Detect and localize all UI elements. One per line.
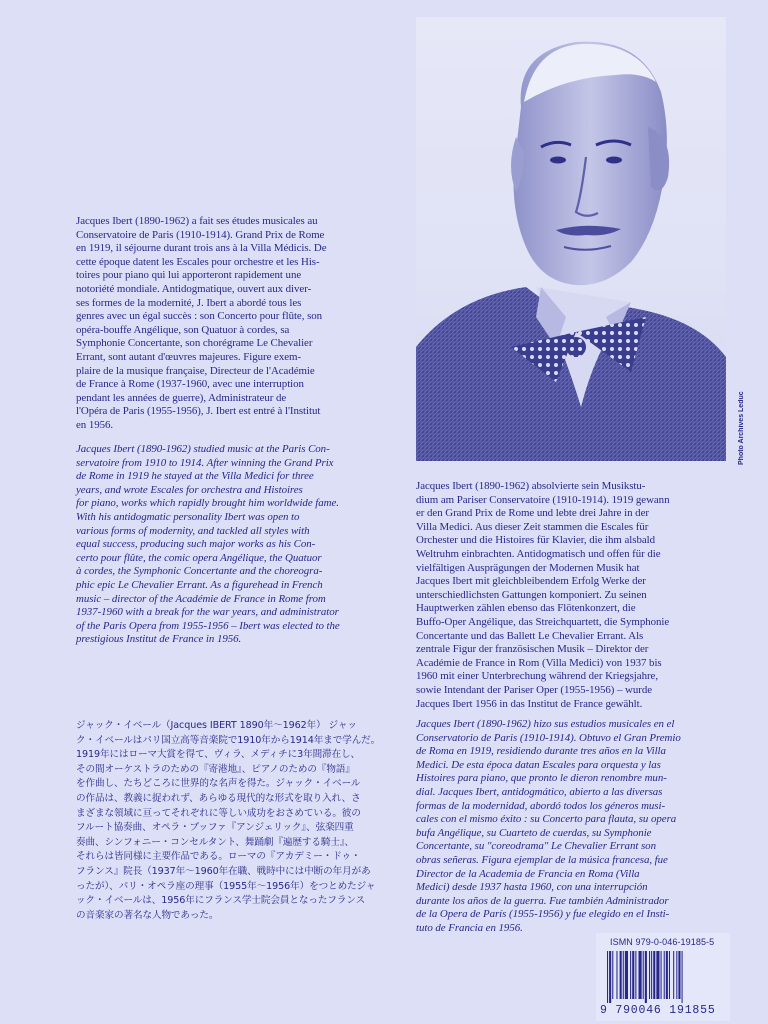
barcode-bar xyxy=(620,951,622,999)
barcode-bar xyxy=(664,951,665,999)
fr-line: pendant les années de guerre), Administrateur de xyxy=(76,391,287,404)
en-line: various forms of modernity, and tackled all styles with xyxy=(76,524,310,537)
jp-line: ったが）、パリ・オペラ座の理事（1955年〜1956年）をつとめたジャ xyxy=(76,880,376,892)
de-line: Villa Medici. Aus dieser Zeit stammen die Escales für xyxy=(416,520,649,533)
es-line: bufa Angélique, su Cuarteto de cuerdas, su Symphonie xyxy=(416,826,652,839)
jp-line: ック・イベールは、1956年にフランス学士院会員となったフランス xyxy=(76,895,366,907)
de-line: vielfältigen Ausprägungen der Modernen Musik hat xyxy=(416,561,640,574)
en-line: 1937-1960 with a break for the war years, and administrator xyxy=(76,606,339,619)
barcode-bar xyxy=(639,951,642,999)
barcode-bar xyxy=(666,951,668,999)
barcode-bar xyxy=(649,951,650,999)
spanish-biography xyxy=(416,718,722,936)
photo-credit: Photo Archives Leduc xyxy=(738,391,745,465)
barcode-bar xyxy=(661,951,662,999)
es-line: Medici. De esta época datan Escales para orquesta y las xyxy=(416,758,661,771)
en-line: music – director of the Académie de France in Rome from xyxy=(76,592,326,605)
de-line: Concertante und das Ballett Le Chevalier Errant. Als xyxy=(416,629,644,642)
fr-line: plaire de la musique française, Directeur de l'Académie xyxy=(76,364,315,377)
es-line: cales con el mismo éxito : su Concerto para flauta, su opera xyxy=(416,813,677,826)
barcode-bar xyxy=(678,951,680,999)
english-biography xyxy=(76,443,378,647)
fr-line: notoriété mondiale. Antidogmatique, ouvert aux diver- xyxy=(76,282,312,295)
es-line: dial. Jacques Ibert, antidogmático, abierto a las diversas xyxy=(416,785,663,798)
es-line: formas de la modernidad, abordó todos los géneros musi- xyxy=(416,799,666,812)
barcode-bar xyxy=(653,951,655,999)
es-line: obras señeras. Figura ejemplar de la música francesa, fue xyxy=(416,853,668,866)
en-line: for piano, works which rapidly brought him worldwide fame. xyxy=(76,497,339,510)
barcode-bar xyxy=(673,951,674,999)
fr-line: en 1919, il séjourne durant trois ans à la Villa Médicis. De xyxy=(76,242,327,255)
fr-line: toires pour piano qui lui apporteront rapidement une xyxy=(76,269,302,282)
jp-line: の音楽家の著名な人物であった。 xyxy=(76,909,219,921)
de-line: Buffo-Oper Angélique, das Streichquartett, die Symphonie xyxy=(416,615,670,628)
en-line: de Rome in 1919 he stayed at the Villa Medici for three xyxy=(76,470,314,483)
ismn-label: ISMN 979-0-046-19185-5 xyxy=(610,937,715,947)
es-line: Concertante, su "coreodrama" Le Chevalier Errant son xyxy=(416,840,656,853)
barcode-bar xyxy=(682,951,683,1003)
fr-line: Conservatoire de Paris (1910-1914). Grand Prix de Rome xyxy=(76,228,325,241)
es-line: de la Opera de París (1955-1956) y fue elegido en el Insti- xyxy=(416,908,670,921)
fr-line: cette époque datent les Escales pour orchestre et les His- xyxy=(76,255,320,268)
de-line: Académie de France in Rom (Villa Medici) von 1937 bis xyxy=(416,656,662,669)
en-line: With his antidogmatic personality Ibert was open to xyxy=(76,510,300,523)
barcode-bar xyxy=(651,951,652,999)
en-line: equal success, producing such major works as his Con- xyxy=(76,538,316,551)
jp-line: 1919年にはローマ大賞を得て、ヴィラ、メディチに3年間滞在し、 xyxy=(76,749,361,761)
es-line: Director de la Academia de Francia en Roma (Villa xyxy=(416,867,640,880)
french-biography xyxy=(76,215,376,433)
barcode-bar xyxy=(623,951,624,999)
es-line: durante los años de la guerra. Fue también Administrador xyxy=(416,894,669,907)
fr-line: Errant, sont autant d'œuvres majeures. Figure exem- xyxy=(76,350,302,363)
de-line: Jacques Ibert 1956 in das Institut de France gewählt. xyxy=(416,697,643,710)
es-line: Conservatorio de Paris (1910-1914). Obtuvo el Gran Premio xyxy=(416,731,681,744)
barcode-bar xyxy=(656,951,659,999)
barcode-digits: 9 790046 191855 xyxy=(600,1004,716,1017)
portrait-illustration xyxy=(416,17,726,461)
barcode-bar xyxy=(616,951,617,999)
de-line: unterschiedlichsten Gattungen komponiert. Zu seinen xyxy=(416,588,647,601)
es-line: tuto de Francia en 1956. xyxy=(416,921,523,934)
fr-line: opéra-bouffe Angélique, son Quatuor à cordes, sa xyxy=(76,323,290,336)
barcode-bar xyxy=(676,951,677,999)
german-biography xyxy=(416,480,722,711)
barcode-bar xyxy=(669,951,670,999)
fr-line: Jacques Ibert (1890-1962) a fait ses études musicales au xyxy=(76,215,318,227)
en-line: phic epic Le Chevalier Errant. As a figurehead in French xyxy=(76,578,323,591)
de-line: er den Grand Prix de Rome und lebte drei Jahre in der xyxy=(416,507,649,520)
en-line: à cordes, the Symphonic Concertante and the choreogra- xyxy=(76,565,323,578)
fr-line: l'Opéra de Paris (1955-1956), J. Ibert est entré à l'Institut xyxy=(76,405,321,418)
barcode-bars xyxy=(605,951,725,1003)
es-line: Medici) desde 1937 hasta 1960, con una interrupción xyxy=(416,881,648,894)
en-line: servatoire from 1910 to 1914. After winning the Grand Prix xyxy=(76,456,334,469)
fr-line: genres avec un égal succès : son Concerto pour flûte, son xyxy=(76,310,323,323)
jp-line: フルート協奏曲、オペラ・ブッファ『アンジェリック』、弦楽四重 xyxy=(76,822,354,834)
jp-line: フランス』院長（1937年〜1960年在職、戦時中には中断の年月があ xyxy=(76,865,371,877)
barcode-bar xyxy=(625,951,628,999)
barcode-bar xyxy=(645,951,647,1003)
jp-line: それらは皆同様に主要作品である。ローマの『アカデミー・ドゥ・ xyxy=(76,851,361,863)
en-line: prestigious Institut de France in 1956. xyxy=(76,633,242,646)
fr-line: Symphonie Concertante, son chorégrame Le Chevalier xyxy=(76,337,313,350)
fr-line: de France à Rome (1937-1960, avec une interruption xyxy=(76,378,304,391)
de-line: zentrale Figur der französischen Musik – Direktor der xyxy=(416,643,649,656)
jp-line: その間オーケストラのための『寄港地』、ピアノのための『物語』 xyxy=(76,763,355,775)
fr-line: en 1956. xyxy=(76,418,114,431)
de-line: 1960 mit einer Unterbrechung während der Kriegsjahre, xyxy=(416,670,658,683)
barcode-bar xyxy=(607,951,608,1003)
de-line: Weltruhm einbrachten. Antidogmatisch und offen für die xyxy=(416,547,661,560)
en-line: Jacques Ibert (1890-1962) studied music at the Paris Con- xyxy=(76,443,330,455)
de-line: dium am Pariser Conservatoire (1910-1914). 1919 gewann xyxy=(416,493,670,506)
japanese-biography xyxy=(76,719,386,923)
en-line: years, and wrote Escales for orchestra and Histoires xyxy=(76,483,303,496)
de-line: Jacques Ibert mit gleichbleibendem Erfolg Werke der xyxy=(416,575,646,588)
en-line: of the Paris Opera from 1955-1956 – Ibert was elected to the xyxy=(76,619,340,632)
barcode-bar xyxy=(643,951,644,999)
en-line: certo pour flûte, the comic opera Angélique, the Quatuor xyxy=(76,551,322,564)
barcode-bar xyxy=(609,951,611,1003)
barcode-bar xyxy=(630,951,631,999)
de-line: Jacques Ibert (1890-1962) absolvierte sein Musikstu- xyxy=(416,480,646,492)
fr-line: ses formes de la modernité, J. Ibert a abordé tous les xyxy=(76,296,302,309)
de-line: Orchester und die Histoires für Klavier, die ihm alsbald xyxy=(416,534,656,547)
de-line: sowie Intendant der Pariser Oper (1955-1956) – wurde xyxy=(416,683,653,696)
es-line: Histoires para piano, que pronto le dieron renombre mun- xyxy=(416,772,667,785)
barcode-bar xyxy=(612,951,613,999)
es-line: de Roma en 1919, residiendo durante tres años en la Villa xyxy=(416,745,666,758)
es-line: Jacques Ibert (1890-1962) hizo sus estudios musicales en el xyxy=(416,718,675,730)
jp-line: ク・イベールはパリ国立高等音楽院で1910年から1914年まで学んだ。 xyxy=(76,734,381,746)
jp-line: の作品は、教義に捉われず、あらゆる現代的な形式を取り入れ、さ xyxy=(76,792,361,804)
portrait-photo xyxy=(416,17,726,461)
jp-line: ジャック・イベール（Jacques IBERT 1890年〜1962年） ジャッ xyxy=(76,720,357,731)
barcode-bar xyxy=(632,951,634,999)
de-line: Hauptwerken zählen ebenso das Flötenkonzert, die xyxy=(416,602,636,615)
jp-line: を作曲し、たちどころに世界的な名声を得た。ジャック・イベール xyxy=(76,778,361,790)
jp-line: まざまな領域に亘ってそれぞれに等しい成功をおさめている。彼の xyxy=(76,807,361,819)
barcode-bar xyxy=(635,951,636,999)
jp-line: 奏曲、シンフォニー・コンセルタント、舞踊劇『遍歴する騎士』、 xyxy=(76,836,355,848)
